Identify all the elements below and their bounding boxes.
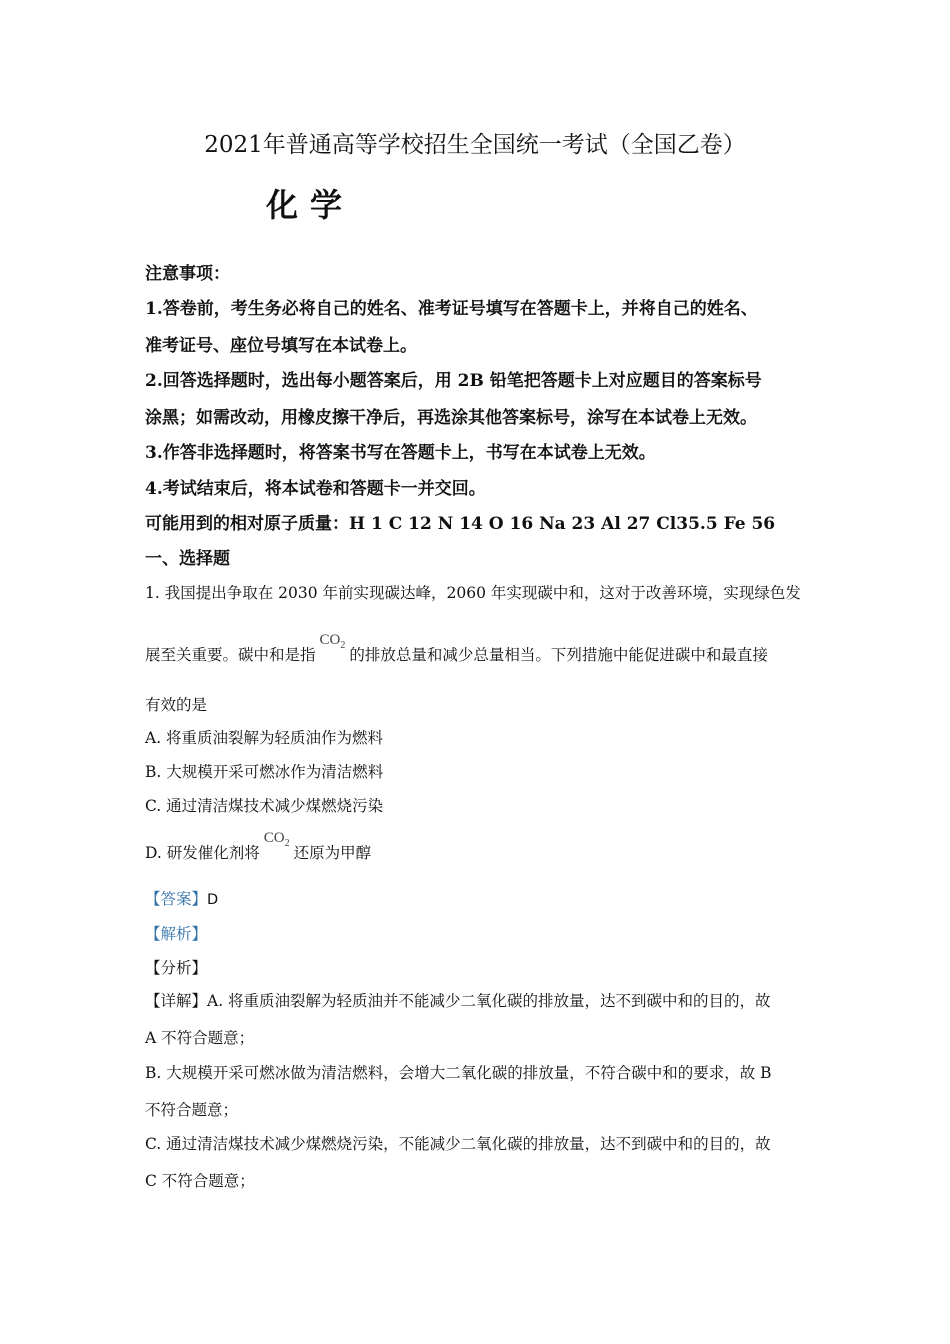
answer-value: D bbox=[207, 892, 219, 908]
notice-item-1-line-2: 准考证号、座位号填写在本试卷上。 bbox=[145, 336, 417, 356]
detail-line-2: A 不符合题意； bbox=[145, 1029, 255, 1047]
notice-item-2-line-1: 2.回答选择题时，选出每小题答案后，用 2B 铅笔把答题卡上对应题目的答案标号 bbox=[145, 371, 762, 391]
notice-item-2-line-2: 涂黑；如需改动，用橡皮擦干净后，再选涂其他答案标号，涂写在本试卷上无效。 bbox=[145, 408, 757, 428]
formula-base: CO bbox=[319, 632, 341, 648]
notice-item-1-line-1: 1.答卷前，考生务必将自己的姓名、准考证号填写在答题卡上，并将自己的姓名、 bbox=[145, 299, 758, 319]
section-heading: 一、选择题 bbox=[145, 549, 230, 569]
detail-line-6: C 不符合题意； bbox=[145, 1172, 255, 1190]
option-b: B. 大规模开采可燃冰作为清洁燃料 bbox=[145, 763, 384, 781]
fenxi-label: 【分析】 bbox=[145, 959, 208, 977]
notice-heading: 注意事项： bbox=[145, 264, 230, 284]
answer-line bbox=[145, 890, 218, 909]
co2-formula-option-d bbox=[264, 829, 290, 850]
formula-subscript: 2 bbox=[284, 838, 290, 849]
question-1-line-1: 1. 我国提出争取在 2030 年前实现碳达峰，2060 年实现碳中和，这对于改善环境，实现绿色发 bbox=[145, 584, 801, 602]
question-1-line-2-before: 展至关重要。碳中和是指 bbox=[145, 646, 316, 664]
option-d-after: 还原为甲醇 bbox=[293, 844, 372, 862]
detail-line-4: 不符合题意； bbox=[145, 1101, 239, 1119]
atomic-mass-line: 可能用到的相对原子质量：H 1 C 12 N 14 O 16 Na 23 Al 27 Cl35.5 Fe 56 bbox=[145, 514, 776, 534]
question-1-line-3: 有效的是 bbox=[145, 696, 208, 714]
exam-title: 2021年普通高等学校招生全国统一考试（全国乙卷） bbox=[204, 132, 746, 158]
co2-formula bbox=[320, 631, 346, 652]
detail-line-3: B. 大规模开采可燃冰做为清洁燃料，会增大二氧化碳的排放量，不符合碳中和的要求，故 B bbox=[145, 1064, 772, 1082]
question-1-line-2-after: 的排放总量和减少总量相当。下列措施中能促进碳中和最直接 bbox=[349, 646, 768, 664]
option-a: A. 将重质油裂解为轻质油作为燃料 bbox=[145, 729, 384, 747]
question-1-line-2 bbox=[145, 632, 768, 668]
option-d bbox=[145, 830, 372, 866]
analysis-label: 【解析】 bbox=[145, 925, 208, 943]
detail-line-1: 【详解】A. 将重质油裂解为轻质油并不能减少二氧化碳的排放量，达不到碳中和的目的，故 bbox=[145, 992, 771, 1010]
notice-item-4: 4.考试结束后，将本试卷和答题卡一并交回。 bbox=[145, 479, 486, 499]
formula-base: CO bbox=[263, 830, 285, 846]
detail-line-5: C. 通过清洁煤技术减少煤燃烧污染，不能减少二氧化碳的排放量，达不到碳中和的目的，故 bbox=[145, 1135, 771, 1153]
notice-item-3: 3.作答非选择题时，将答案书写在答题卡上，书写在本试卷上无效。 bbox=[145, 443, 656, 463]
answer-label: 【答案】 bbox=[145, 890, 208, 908]
option-d-before: D. 研发催化剂将 bbox=[145, 844, 260, 862]
formula-subscript: 2 bbox=[340, 640, 346, 651]
subject-title: 化学 bbox=[266, 186, 355, 224]
option-c: C. 通过清洁煤技术减少煤燃烧污染 bbox=[145, 797, 384, 815]
